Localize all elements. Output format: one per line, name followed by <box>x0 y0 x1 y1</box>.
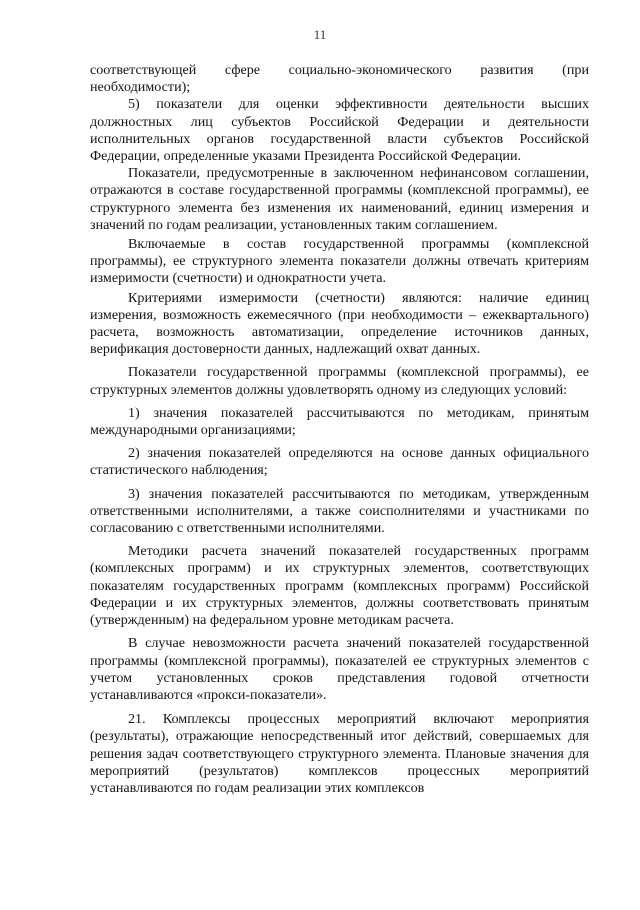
paragraph-condition-3: 3) значения показателей рассчитываются по методикам, утвержденным ответственными исполнителями, а также соисполнителями и участниками по согласованию с ответственными исполнителями. <box>90 485 589 537</box>
paragraph-conditions-intro: Показатели государственной программы (комплексной программы), ее структурных элементов должны удовлетворять одному из следующих условий: <box>90 364 589 398</box>
paragraph-measurability-requirement: Включаемые в состав государственной программы (комплексной программы), ее структурного элемента показатели должны отвечать критериям измеримости (счетности) и однократности учета. <box>90 236 589 287</box>
page-number: 11 <box>313 27 327 42</box>
paragraph-item-5: 5) показатели для оценки эффективности деятельности высших должностных лиц субъектов Российской Федерации и деятельности исполнительных органов государственной власти субъектов Российской Федерации, определенные указами Президента Российской Федерации. <box>90 96 589 165</box>
paragraph-condition-1: 1) значения показателей рассчитываются по методикам, принятым международными организациями; <box>90 404 589 439</box>
paragraph-condition-2: 2) значения показателей определяются на основе данных официального статистического наблюдения; <box>90 445 589 479</box>
document-body <box>90 62 589 797</box>
paragraph-item-21: 21. Комплексы процессных мероприятий включают мероприятия (результаты), отражающие непосредственный итог действий, совершаемых для решения задач соответствующего структурного элемента. Плановые значения для мероприятий (результатов) комплексов процессных мероприятий устанавливаются по годам реализации этих комплексов <box>90 711 589 796</box>
paragraph-proxy-indicators: В случае невозможности расчета значений показателей государственной программы (комплексной программы), показателей ее структурных элементов с учетом установленных сроков представления годовой отчетности устанавливаются «прокси-показатели». <box>90 635 589 703</box>
paragraph-agreement-indicators: Показатели, предусмотренные в заключенном нефинансовом соглашении, отражаются в составе государственной программы (комплексной программы), ее структурного элемента без изменения их наименований, единиц измерения и значений по годам реализации, установленных таким соглашением. <box>90 165 589 233</box>
paragraph-measurability-criteria: Критериями измеримости (счетности) являются: наличие единиц измерения, возможность ежемесячного (при необходимости – ежеквартального) расчета, возможность автоматизации, определение источников данных, верификация достоверности данных, надлежащий охват данных. <box>90 289 589 358</box>
paragraph-methodology: Методики расчета значений показателей государственных программ (комплексных программ) и их структурных элементов, соответствующих показателям государственных программ (комплексных программ) Российской Федерации и их структурных элементов, должны соответствовать принятым (утвержденным) на федеральном уровне методикам расчета. <box>90 543 589 629</box>
paragraph-continuation: соответствующей сфере социально-экономического развития (при необходимости); <box>90 62 589 96</box>
